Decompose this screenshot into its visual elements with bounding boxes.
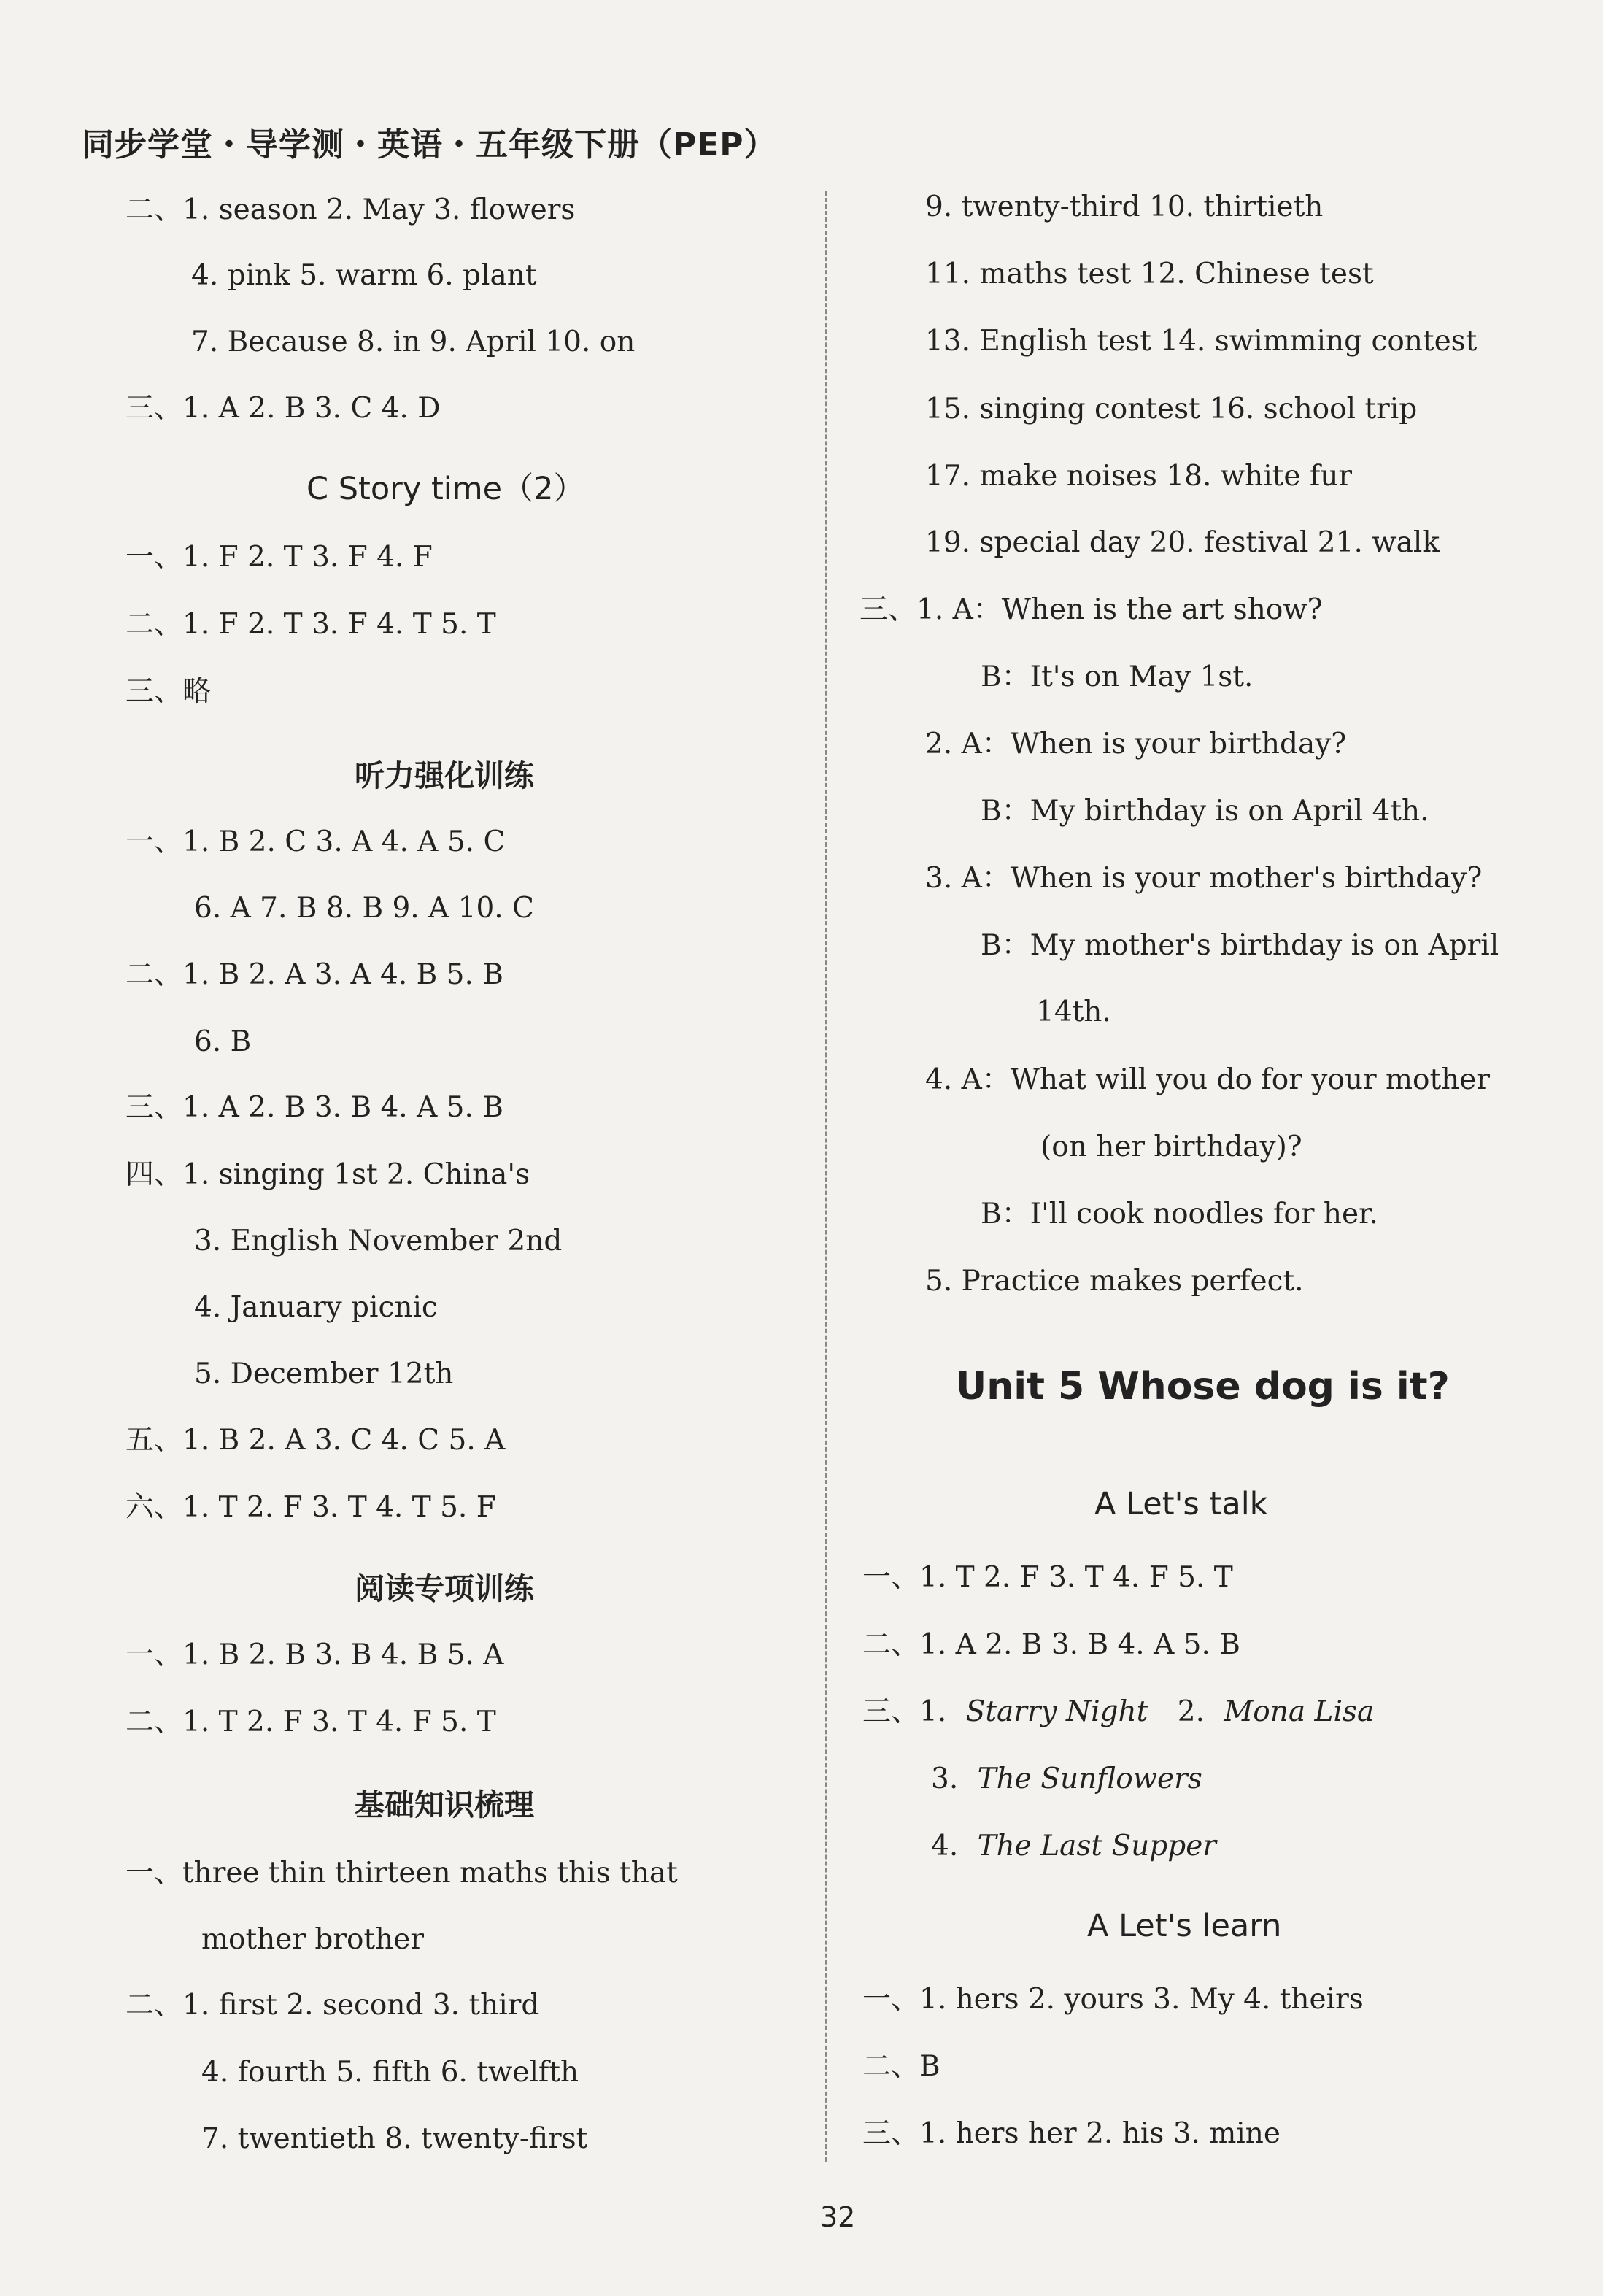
answer-line: B：It's on May 1st. [981,660,1254,693]
painting-title: Mona Lisa [1224,1695,1375,1728]
painting-title: Starry Night [965,1695,1148,1728]
answer-line: B：I'll cook noodles for her. [981,1198,1378,1230]
answer-line: 一、three thin thirteen maths this that [125,1857,678,1889]
answer-line: 11. maths test 12. Chinese test [925,258,1374,290]
answer-line: 三、略 [125,675,212,708]
answer-line: 三、1. A 2. B 3. C 4. D [125,392,441,425]
answer-line: 4. fourth 5. fifth 6. twelfth [201,2056,579,2089]
answer-line: 一、1. B 2. B 3. B 4. B 5. A [125,1638,504,1671]
unit-title: Unit 5 Whose dog is it? [956,1365,1450,1409]
answer-line: 15. singing contest 16. school trip [925,393,1418,425]
answer-line: 一、1. F 2. T 3. F 4. F [125,541,433,574]
item-prefix: 3. [931,1763,959,1795]
answer-line: 五、1. B 2. A 3. C 4. C 5. A [125,1424,506,1457]
section-title-lets-talk: A Let's talk [1094,1486,1268,1522]
answer-line: 三、1. A 2. B 3. B 4. A 5. B [125,1091,503,1124]
answer-line: 17. make noises 18. white fur [925,460,1353,493]
page-header: 同步学堂・导学测・英语・五年级下册（PEP） [82,126,777,163]
painting-title: The Sunflowers [977,1763,1202,1795]
answer-line: 三、1. A：When is the art show? [860,593,1323,626]
painting-title: The Last Supper [977,1830,1216,1862]
answer-line: 一、1. B 2. C 3. A 4. A 5. C [125,825,506,858]
answer-line: 一、1. hers 2. yours 3. My 4. theirs [862,1983,1364,2016]
answer-line: 4. A：What will you do for your mother [925,1063,1490,1096]
answer-line: mother brother [201,1923,424,1956]
section-title-story-time: C Story time（2） [306,471,585,507]
answer-line: 6. B [194,1025,252,1058]
answer-line: 二、1. F 2. T 3. F 4. T 5. T [125,608,496,641]
section-title-lets-learn: A Let's learn [1087,1908,1282,1944]
item-prefix: 4. [931,1830,959,1862]
answer-line-paintings [931,1832,1216,1860]
answer-line: 六、1. T 2. F 3. T 4. T 5. F [125,1491,496,1524]
answer-line: 7. twentieth 8. twenty-first [201,2122,588,2155]
section-title-listening: 听力强化训练 [355,758,534,793]
answer-line: 19. special day 20. festival 21. walk [925,526,1440,559]
answer-line: 14th. [1036,995,1111,1028]
answer-line: 6. A 7. B 8. B 9. A 10. C [194,892,534,925]
answer-line: 二、1. B 2. A 3. A 4. B 5. B [125,958,503,991]
answer-line: 三、1. hers her 2. his 3. mine [862,2117,1281,2150]
item-prefix: 2. [1177,1695,1205,1728]
answer-line: (on her birthday)? [1040,1130,1302,1163]
answer-line: 四、1. singing 1st 2. China's [125,1158,530,1191]
answer-line: 2. A：When is your birthday? [925,728,1347,760]
answer-line-paintings [862,1695,1375,1728]
answer-line: 二、1. season 2. May 3. flowers [125,193,576,226]
answer-line: 3. A：When is your mother's birthday? [925,862,1483,895]
answer-line: 5. December 12th [194,1357,454,1390]
answer-line: 13. English test 14. swimming contest [925,325,1478,358]
answer-line: 3. English November 2nd [194,1225,563,1257]
answer-line: 9. twenty-third 10. thirtieth [925,190,1324,223]
section-title-reading: 阅读专项训练 [355,1571,534,1606]
answer-line: 二、1. T 2. F 3. T 4. F 5. T [125,1706,496,1738]
answer-line: 二、1. A 2. B 3. B 4. A 5. B [862,1628,1240,1661]
answer-line: 二、B [862,2050,940,2083]
answer-line: 一、1. T 2. F 3. T 4. F 5. T [862,1561,1233,1594]
answer-line-paintings [931,1765,1202,1793]
section-title-basic-knowledge: 基础知识梳理 [355,1787,534,1822]
answer-line: 二、1. first 2. second 3. third [125,1989,540,2022]
item-prefix: 三、1. [862,1695,947,1728]
answer-line: B：My birthday is on April 4th. [981,795,1429,828]
column-divider [825,191,827,2162]
answer-line: 5. Practice makes perfect. [925,1265,1304,1298]
answer-line: 7. Because 8. in 9. April 10. on [191,325,636,358]
answer-line: 4. pink 5. warm 6. plant [191,259,537,292]
page-number: 32 [820,2201,856,2233]
answer-line: 4. January picnic [194,1291,438,1324]
answer-line: B：My mother's birthday is on April [981,929,1499,962]
